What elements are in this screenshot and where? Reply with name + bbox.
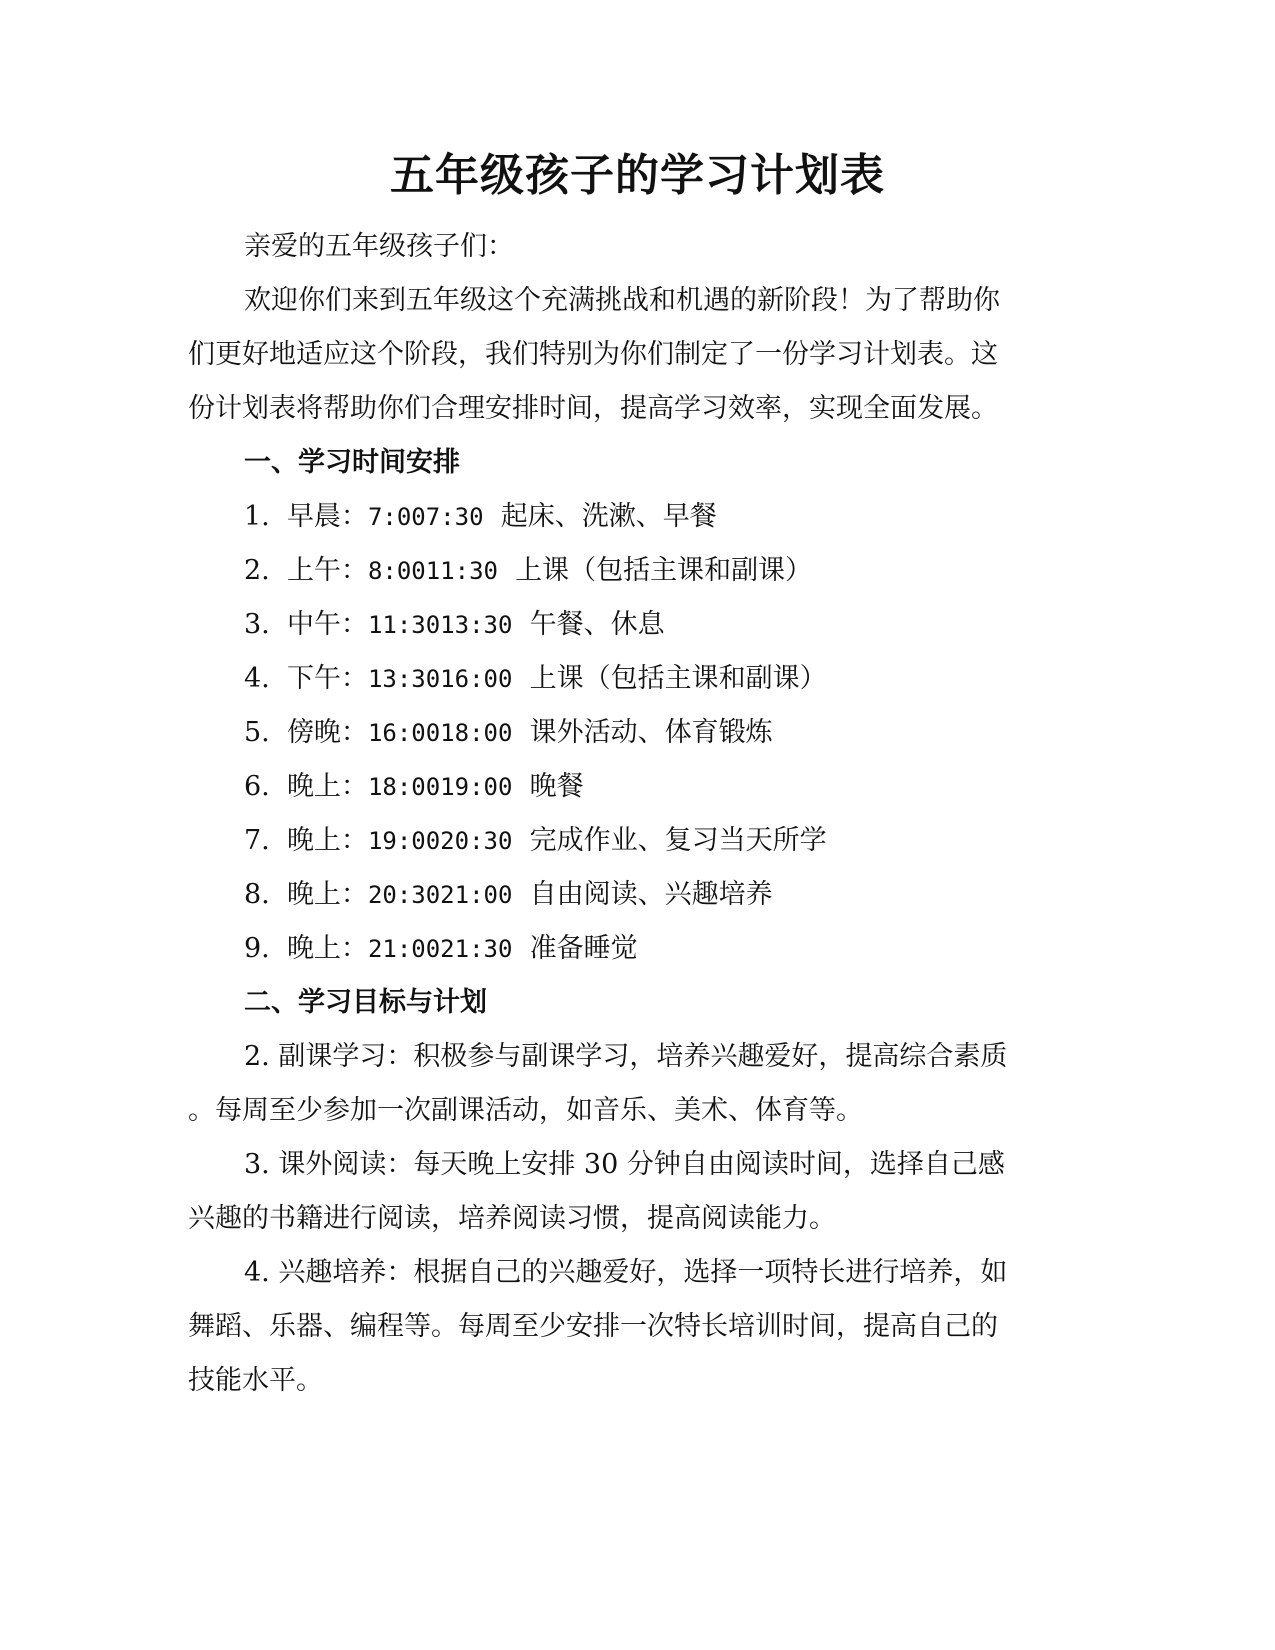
item-label: 上午： — [286, 555, 368, 586]
item-time: 21:0021:30 — [367, 935, 513, 963]
item-text: 准备睡觉 — [529, 933, 638, 964]
document-title: 五年级孩子的学习计划表 — [390, 150, 885, 201]
item-label: 早晨： — [286, 501, 368, 532]
item-text: 完成作业、复习当天所学 — [529, 825, 827, 856]
schedule-item — [244, 714, 773, 752]
schedule-item — [244, 552, 812, 590]
paragraph-line: 。每周至少参加一次副课活动，如音乐、美术、体育等。 — [188, 1095, 863, 1126]
item-text: 课外活动、体育锻炼 — [529, 717, 773, 748]
item-text: 起床、洗漱、早餐 — [500, 501, 717, 532]
item-text: 晚餐 — [529, 771, 584, 802]
item-time: 11:3013:30 — [367, 611, 513, 639]
item-text: 上课（包括主课和副课） — [529, 663, 827, 694]
item-time: 18:0019:00 — [367, 773, 513, 801]
schedule-item — [244, 660, 827, 698]
item-number: 8. — [244, 879, 270, 910]
item-label: 下午： — [286, 663, 368, 694]
schedule-item — [244, 606, 665, 644]
item-label: 晚上： — [286, 771, 368, 802]
paragraph-line: 技能水平。 — [188, 1365, 323, 1396]
paragraph-line: 2. 副课学习：积极参与副课学习，培养兴趣爱好，提高综合素质 — [244, 1041, 1008, 1072]
intro-line-2: 们更好地适应这个阶段，我们特别为你们制定了一份学习计划表。这 — [188, 339, 998, 370]
item-label: 晚上： — [286, 879, 368, 910]
item-number: 7. — [244, 825, 270, 856]
paragraph-line: 舞蹈、乐器、编程等。每周至少安排一次特长培训时间，提高自己的 — [188, 1311, 998, 1342]
item-time: 7:007:30 — [367, 503, 484, 531]
item-label: 晚上： — [286, 933, 368, 964]
item-label: 傍晚： — [286, 717, 368, 748]
schedule-item — [244, 768, 584, 806]
schedule-item — [244, 876, 773, 914]
paragraph-line: 4. 兴趣培养：根据自己的兴趣爱好，选择一项特长进行培养，如 — [244, 1257, 1008, 1288]
item-text: 自由阅读、兴趣培养 — [529, 879, 773, 910]
item-number: 4. — [244, 663, 270, 694]
schedule-item — [244, 930, 638, 968]
section1-heading: 一、学习时间安排 — [244, 447, 460, 478]
paragraph-line: 3. 课外阅读：每天晚上安排 30 分钟自由阅读时间，选择自己感 — [244, 1149, 1005, 1180]
item-text: 午餐、休息 — [529, 609, 665, 640]
schedule-item — [244, 498, 717, 536]
item-label: 晚上： — [286, 825, 368, 856]
section2-heading: 二、学习目标与计划 — [244, 987, 487, 1018]
item-time: 19:0020:30 — [367, 827, 513, 855]
item-number: 9. — [244, 933, 270, 964]
intro-line-3: 份计划表将帮助你们合理安排时间，提高学习效率，实现全面发展。 — [188, 393, 998, 424]
item-label: 中午： — [286, 609, 368, 640]
item-time: 20:3021:00 — [367, 881, 513, 909]
item-time: 8:0011:30 — [367, 557, 498, 585]
intro-line-1: 欢迎你们来到五年级这个充满挑战和机遇的新阶段！为了帮助你 — [244, 285, 1000, 316]
item-number: 2. — [244, 555, 270, 586]
paragraph-line: 兴趣的书籍进行阅读，培养阅读习惯，提高阅读能力。 — [188, 1203, 836, 1234]
greeting: 亲爱的五年级孩子们： — [244, 231, 514, 262]
item-number: 6. — [244, 771, 270, 802]
item-number: 1. — [244, 501, 270, 532]
item-number: 3. — [244, 609, 270, 640]
item-text: 上课（包括主课和副课） — [515, 555, 813, 586]
item-number: 5. — [244, 717, 270, 748]
item-time: 16:0018:00 — [367, 719, 513, 747]
schedule-item — [244, 822, 827, 860]
item-time: 13:3016:00 — [367, 665, 513, 693]
